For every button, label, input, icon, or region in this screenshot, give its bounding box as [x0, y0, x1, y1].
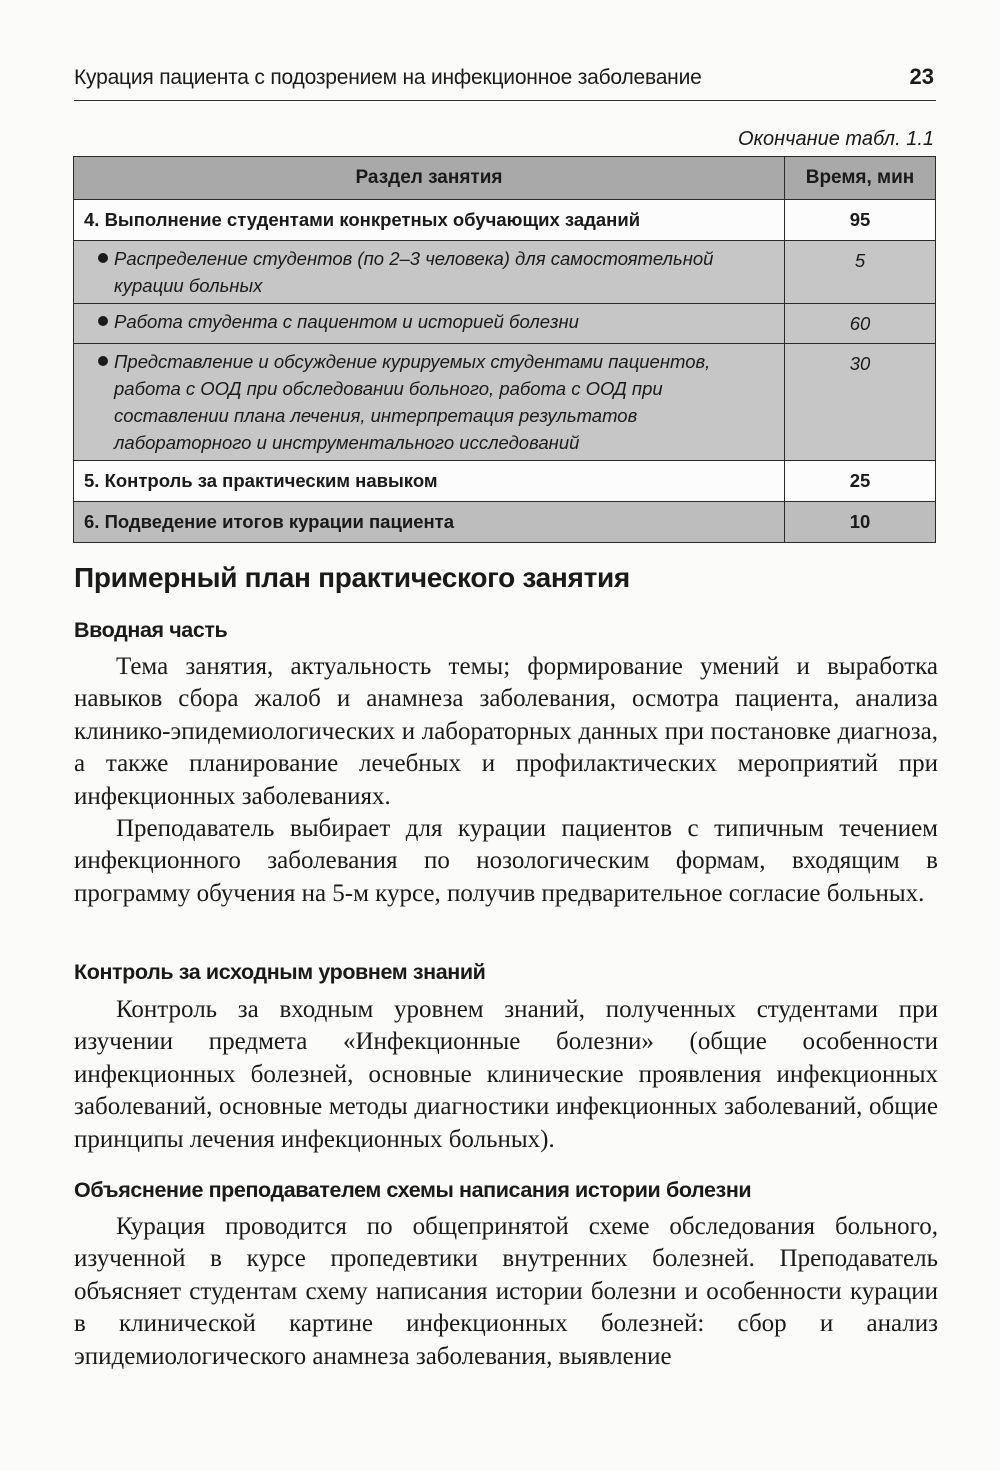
- column-header-section: Раздел занятия: [74, 157, 785, 200]
- running-title: Курация пациента с подозрением на инфекционное заболевание: [74, 66, 702, 89]
- table-row: [74, 200, 936, 241]
- table-row: [74, 241, 936, 304]
- table-caption: Окончание табл. 1.1: [738, 128, 934, 150]
- time-cell: 95: [785, 200, 936, 241]
- item-cell: [74, 241, 785, 304]
- section-cell: 5. Контроль за практическим навыком: [74, 461, 785, 502]
- item-text: Работа студента с пациентом и историей болезни: [114, 311, 579, 332]
- time-cell: 25: [785, 461, 936, 502]
- paragraph: Курация проводится по общепринятой схеме обследования больного, изученной в курсе пропедевтики внутренних болезней. Преподаватель объясняет студентам схему написания истории болезни и особенности курации в клинической картине инфекционных болезней: сбор и анализ эпидемиологического анамнеза заболевания, выявление: [74, 1213, 938, 1370]
- bullet-icon: [98, 316, 108, 326]
- table-row: [74, 304, 936, 344]
- running-header: [74, 64, 936, 101]
- main-heading: Примерный план практического занятия: [74, 562, 630, 593]
- paragraph: Преподаватель выбирает для курации пациентов с типичным течением инфекционного заболевания по нозологическим формам, входящим в программу обучения на 5-м курсе, получив предварительное согласие больных.: [74, 815, 938, 907]
- bullet-icon: [98, 253, 108, 263]
- lesson-schedule-table: [73, 156, 936, 543]
- column-header-time: Время, мин: [785, 157, 936, 200]
- item-text: Представление и обсуждение курируемых студентами пациентов, работа с ООД при обследовании больного, работа с ООД при составлении плана лечения, интерпретация результатов лабораторного и инструментального исследований: [114, 351, 711, 453]
- section-cell: 4. Выполнение студентами конкретных обучающих заданий: [74, 200, 785, 241]
- item-text: Распределение студентов (по 2–3 человека) для самостоятельной курации больных: [114, 248, 714, 296]
- table-row: [74, 502, 936, 543]
- time-cell: 30: [785, 344, 936, 461]
- paragraph: Тема занятия, актуальность темы; формирование умений и выработка навыков сбора жалоб и анамнеза заболевания, осмотра пациента, анализа клинико-эпидемиологических и лабораторных данных при постановке диагноза, а также планирование лечебных и профилактических мероприятий при инфекционных заболеваниях.: [74, 653, 938, 810]
- table-row: [74, 344, 936, 461]
- table-header-row: [74, 157, 936, 200]
- time-cell: 60: [785, 304, 936, 344]
- bullet-icon: [98, 356, 108, 366]
- paragraph: Контроль за входным уровнем знаний, полученных студентами при изучении предмета «Инфекционные болезни» (общие особенности инфекционных болезней, основные клинические проявления инфекционных заболеваний, основные методы диагностики инфекционных заболеваний, общие принципы лечения инфекционных больных).: [74, 996, 938, 1153]
- section-heading: Объяснение преподавателем схемы написания истории болезни: [74, 1178, 752, 1202]
- page-number: 23: [909, 64, 934, 89]
- time-cell: 5: [785, 241, 936, 304]
- time-cell: 10: [785, 502, 936, 543]
- section-cell: 6. Подведение итогов курации пациента: [74, 502, 785, 543]
- section-heading: Вводная часть: [74, 618, 228, 642]
- section-heading: Контроль за исходным уровнем знаний: [74, 960, 486, 984]
- item-cell: [74, 304, 785, 344]
- table-row: [74, 461, 936, 502]
- item-cell: [74, 344, 785, 461]
